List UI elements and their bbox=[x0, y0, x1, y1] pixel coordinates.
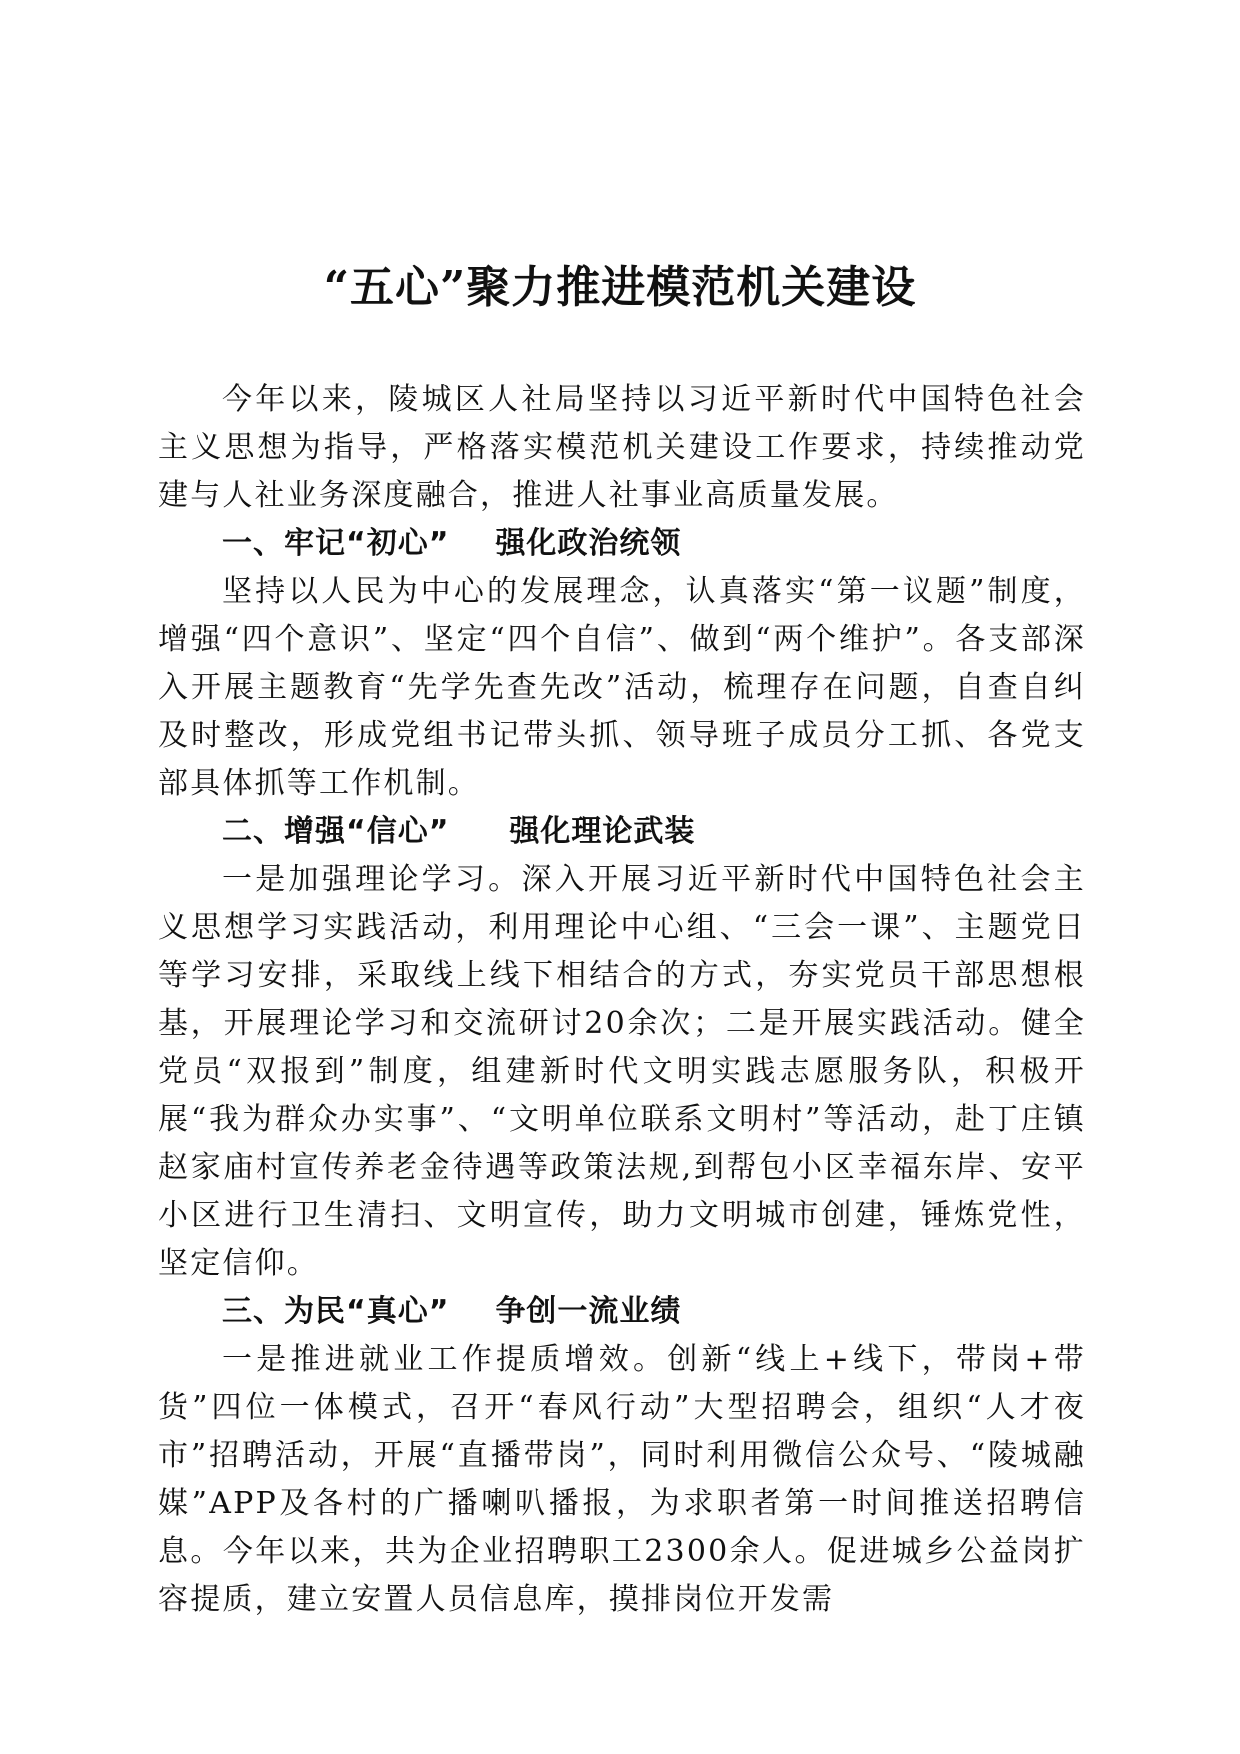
intro-paragraph: 今年以来，陵城区人社局坚持以习近平新时代中国特色社会主义思想为指导，严格落实模范机关建设工作要求，持续推动党建与人社业务深度融合，推进人社事业高质量发展。 bbox=[158, 382, 1086, 513]
section-2-heading-left: 二、增强“信心” bbox=[222, 814, 450, 849]
section-3-paragraph: 一是推进就业工作提质增效。创新“线上+线下，带岗+带货”四位一体模式，召开“春风行动”大型招聘会，组织“人才夜市”招聘活动，开展“直播带岗”，同时利用微信公众号、“陵城融媒”APP及各村的广播喇叭播报，为求职者第一时间推送招聘信息。今年以来，共为企业招聘职工2300余人。促进城乡公益岗扩容提质，建立安置人员信息库，摸排岗位开发需 bbox=[158, 1342, 1086, 1617]
section-2-paragraph: 一是加强理论学习。深入开展习近平新时代中国特色社会主义思想学习实践活动，利用理论中心组、“三会一课”、主题党日等学习安排，采取线上线下相结合的方式，夯实党员干部思想根基，开展理论学习和交流研讨20余次；二是开展实践活动。健全党员“双报到”制度，组建新时代文明实践志愿服务队，积极开展“我为群众办实事”、“文明单位联系文明村”等活动，赴丁庄镇赵家庙村宣传养老金待遇等政策法规,到帮包小区幸福东岸、安平小区进行卫生清扫、文明宣传，助力文明城市创建，锤炼党性，坚定信仰。 bbox=[158, 862, 1086, 1281]
section-3-heading bbox=[158, 1288, 1086, 1336]
document-body bbox=[158, 376, 1086, 1624]
section-3-heading-left: 三、为民“真心” bbox=[222, 1294, 450, 1329]
section-1-heading-right: 强化政治统领 bbox=[495, 526, 682, 561]
section-1-paragraph: 坚持以人民为中心的发展理念，认真落实“第一议题”制度，增强“四个意识”、坚定“四个自信”、做到“两个维护”。各支部深入开展主题教育“先学先查先改”活动，梳理存在问题，自查自纠及时整改，形成党组书记带头抓、领导班子成员分工抓、各党支部具体抓等工作机制。 bbox=[158, 574, 1086, 801]
document-title: “五心”聚力推进模范机关建设 bbox=[323, 262, 917, 313]
section-2-heading bbox=[158, 808, 1086, 856]
section-1-heading-left: 一、牢记“初心” bbox=[222, 526, 450, 561]
section-3-heading-right: 争创一流业绩 bbox=[495, 1294, 682, 1329]
section-2-heading-right: 强化理论武装 bbox=[509, 814, 696, 849]
section-1-heading bbox=[158, 520, 1086, 568]
